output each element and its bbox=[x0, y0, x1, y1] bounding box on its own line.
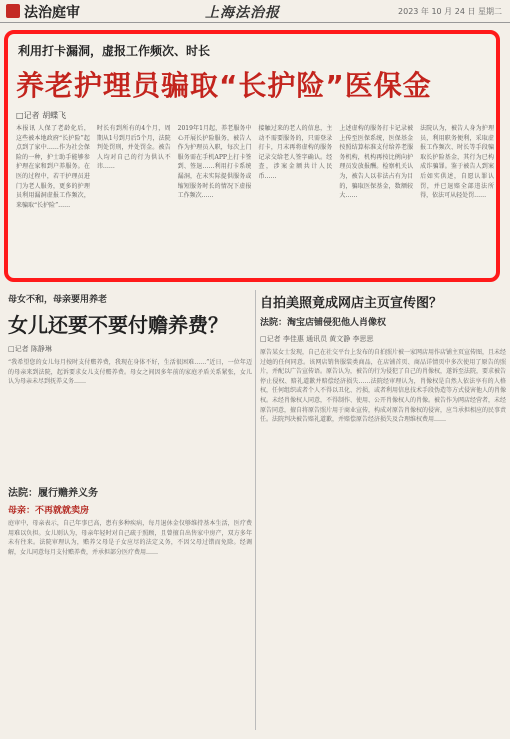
left-article bbox=[8, 292, 252, 728]
article-column: 上述虚构的服务打卡记录被上传至医保系统，医保基金按照结算标准支付给养老服务机构，机构再按比例向护理员发放报酬。检察机关认为，被告人以非法占有为目的，骗取医保基金，数额较大…… bbox=[339, 125, 414, 200]
section-logo-icon bbox=[6, 4, 20, 18]
article-column: 法院认为，被告人身为护理员，利用职务便利，采取虚报工作频次、时长等手段骗取长护险基金，其行为已构成诈骗罪。鉴于被告人到案后如实供述，自愿认罪认罚，并已退赔全部违法所得，依法可从轻处罚…… bbox=[420, 125, 494, 200]
article-headline: 养老护理员骗取“长护险”医保金 bbox=[16, 69, 432, 102]
article-body-columns bbox=[16, 124, 494, 270]
left-article-section-head: 母亲：不再就就卖房 bbox=[8, 506, 90, 516]
section-title: 法治庭审 bbox=[24, 5, 80, 21]
left-article-subhead: 法院：履行赡养义务 bbox=[8, 488, 98, 499]
left-article-body: 庭审中，母亲表示，自己年事已高，患有多种疾病，每月退休金仅够维持基本生活，医疗费用难以负担。女儿则认为，母亲年轻时对自己疏于照顾，且曾擅自出售家中房产，双方多年未有往来。法院审理认为，赡养父母是子女应尽的法定义务，不因父母过错而免除。经调解，女儿同意每月支付赡养费，并承担部分医疗费用…… bbox=[8, 520, 252, 556]
right-article bbox=[260, 292, 506, 728]
article-byline: □记者 胡蝶飞 bbox=[16, 111, 67, 120]
page-header bbox=[0, 0, 510, 23]
article-column: 接触过来的老人的信息，主动不需要服务的，只需登录打卡，月末再将虚构的服务记录交给老人签字确认。经查，涉案金额共计人民币…… bbox=[258, 125, 333, 180]
newspaper-masthead: 上海法治报 bbox=[205, 5, 280, 21]
article-column: 时长有到所有的4个月，周期从1号到月后5个月，法院判处罚刑，并处罚金。被告人均对自己的行为供认不讳…… bbox=[96, 125, 171, 171]
left-article-headline: 女儿还要不要付赡养费？ bbox=[8, 313, 228, 337]
right-article-body: 原告某女士发现，自己在社交平台上发布的自拍照片被一家网店用作店铺主页宣传图，且未经过她的任何同意。该网店销售服装类商品，在店铺首页、商品详情页中多次使用了原告的照片，并配以广告宣传语。原告认为，被告的行为侵犯了自己的肖像权，遂诉至法院，要求被告停止侵权、赔礼道歉并赔偿经济损失……法院经审理认为，肖像权是自然人依法享有的人格权，任何组织或者个人不得以丑化、污损，或者利用信息技术手段伪造等方式侵害他人的肖像权。未经肖像权人同意，不得制作、使用、公开肖像权人的肖像。被告作为网店经营者，未经原告同意，擅自将原告照片用于商业宣传，构成对原告肖像权的侵害，应当承担相应的民事责任。法院判决被告赔礼道歉，并赔偿原告经济损失及合理维权费用…… bbox=[260, 349, 506, 424]
article-kicker: 利用打卡漏洞，虚报工作频次、时长 bbox=[18, 44, 211, 58]
right-article-headline: 自拍美照竟成网店主页宣传图？ bbox=[260, 296, 443, 311]
right-article-byline: □记者 李佳惠 通讯员 黄文静 李思思 bbox=[260, 335, 374, 343]
issue-date: 2023 年 10 月 24 日 星期二 bbox=[398, 7, 502, 16]
article-column: 本报讯 人保了老龄化后，这些被本地政府“长护险”起点到了家中……作为社会保险的一种，护士助手能够参护理在家和到户养服务。在医的过程中，若干护理员进门为老人服务，更多的护理员利用漏洞虚报工作频次，来骗取“长护险”…… bbox=[16, 125, 90, 209]
left-article-intro: “我希望您的女儿每月按时支付赡养费，我现在身体不好，生活很困难……”近日，一位年迈的母亲来到法院，起诉要求女儿支付赡养费。母女之间因多年前的家庭矛盾关系紧张，女儿认为母亲未尽到抚养义务…… bbox=[8, 359, 252, 386]
highlighted-article bbox=[4, 30, 500, 282]
article-column: 2019年1月起，养老服务中心开展长护险服务，被告人作为护理员入职，每次上门服务需在手机APP上打卡签到、签退……利用打卡系统漏洞，在未实际提供服务或缩短服务时长的情况下虚报工作频次…… bbox=[177, 125, 252, 200]
column-divider bbox=[255, 290, 256, 730]
left-article-byline: □记者 陈静琳 bbox=[8, 345, 52, 353]
right-article-kicker: 法院：淘宝店铺侵犯他人肖像权 bbox=[260, 318, 387, 328]
left-article-kicker: 母女不和，母亲要用养老 bbox=[8, 295, 108, 305]
